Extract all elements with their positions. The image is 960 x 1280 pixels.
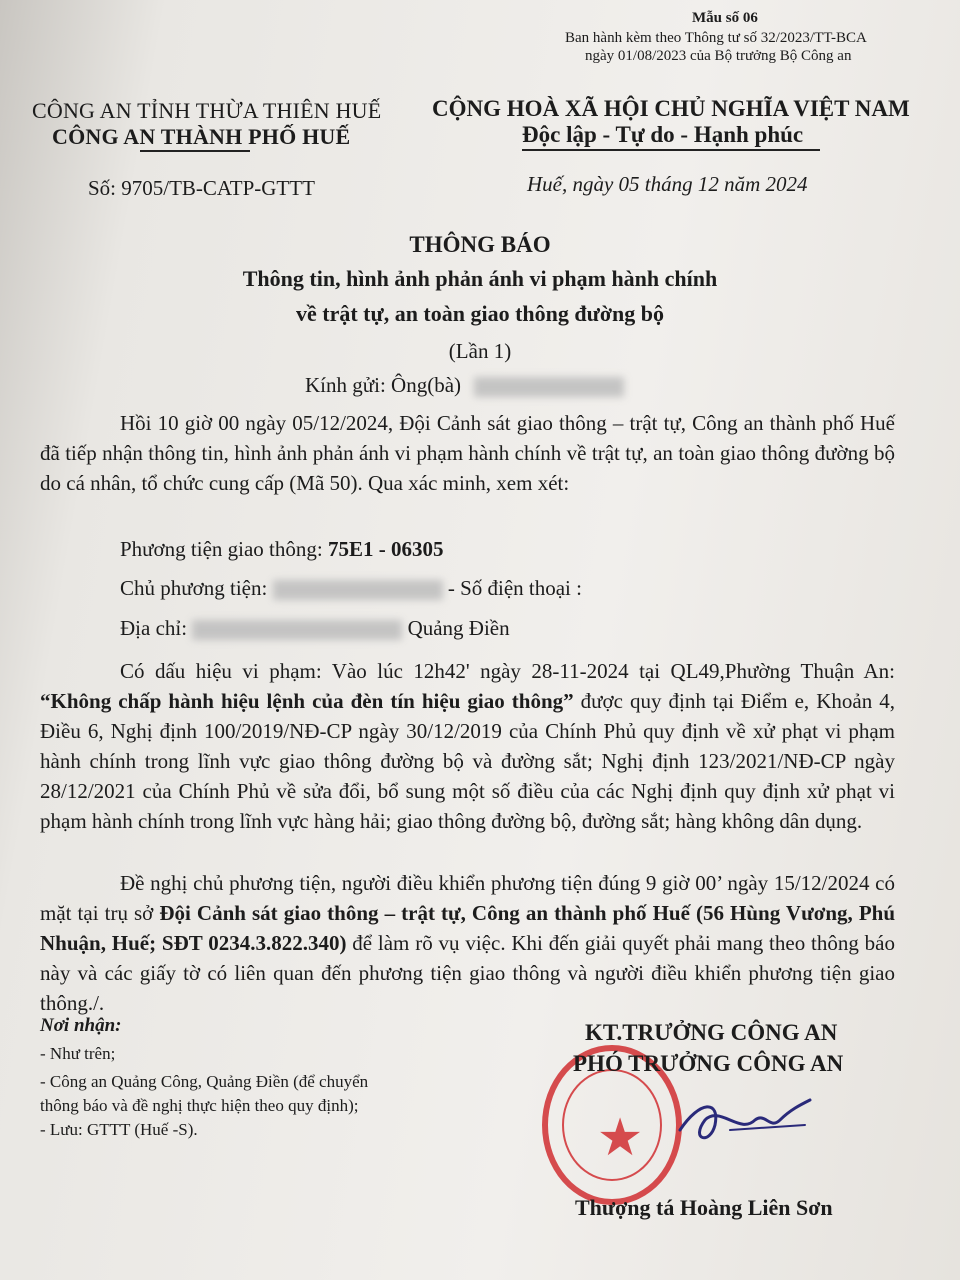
form-note-line2: ngày 01/08/2023 của Bộ trưởng Bộ Công an: [585, 48, 852, 64]
violation-act: “Không chấp hành hiệu lệnh của đèn tín hiệu giao thông”: [40, 689, 574, 713]
document-title: THÔNG BÁO: [409, 232, 551, 257]
recipient-line: [305, 373, 624, 398]
owner-line: [120, 576, 582, 601]
recipients-item-1: - Như trên;: [40, 1044, 116, 1063]
recipients-item-2b: thông báo và đề nghị thực hiện theo quy định);: [40, 1096, 359, 1115]
document-subtitle-1: Thông tin, hình ảnh phản ánh vi phạm hành chính: [242, 266, 718, 291]
country-name: CỘNG HOÀ XÃ HỘI CHỦ NGHĨA VIỆT NAM: [432, 96, 910, 121]
request-place: Đội Cảnh sát giao thông – trật tự, Công an thành phố Huế (56 Hùng Vương, Phú Nhuận, Huế; SĐT 0234.3.822.340): [40, 901, 896, 955]
agency-parent: CÔNG AN TỈNH THỪA THIÊN HUẾ: [32, 98, 382, 123]
agency-name: CÔNG AN THÀNH PHỐ HUẾ: [52, 124, 351, 149]
address-district: Quảng Điền: [402, 616, 510, 640]
request-suffix: để làm rõ vụ việc. Khi đến giải quyết phải mang theo thông báo này và các giấy tờ có liên quan đến phương tiện giao thông và người điều khiển phương tiện giao thông./.: [40, 931, 895, 1015]
owner-label: Chủ phương tiện:: [120, 576, 273, 600]
vehicle-label: Phương tiện giao thông:: [120, 537, 328, 561]
recipients-title: Nơi nhận:: [40, 1015, 122, 1036]
paragraph-request: [40, 868, 895, 1018]
handwritten-signature: [670, 1090, 820, 1160]
redacted-address: [192, 620, 402, 640]
star-icon: ★: [596, 1110, 644, 1167]
redacted-owner: [273, 580, 443, 600]
violation-prefix: Có dấu hiệu vi phạm: Vào lúc 12h42' ngày 28-11-2024 tại QL49,Phường Thuận An:: [120, 659, 895, 683]
violation-legal-basis: được quy định tại Điểm e, Khoản 4, Điều 6, Nghị định 100/2019/NĐ-CP ngày 30/12/2019 của Chính Phủ quy định về xử phạt vi phạm hành chính trong lĩnh vực giao thông đường bộ và đường sắt; Nghị định 123/2021/NĐ-CP ngày 28/12/2021 của Chính Phủ về sửa đổi, bổ sung một số điều của các Nghị định quy định xử phạt vi phạm hành chính trong lĩnh vực hàng hải; giao thông đường bộ, đường sắt; hàng không dân dụng.: [40, 689, 895, 833]
recipients-item-2a: - Công an Quảng Công, Quảng Điền (để chuyển: [40, 1072, 369, 1091]
vehicle-line: [120, 537, 443, 562]
recipient-label: Kính gửi: Ông(bà): [305, 373, 462, 397]
agency-underline: [140, 150, 250, 152]
document-subtitle-2: về trật tự, an toàn giao thông đường bộ: [295, 301, 664, 326]
phone-label: - Số điện thoại :: [442, 576, 582, 600]
form-number: Mẫu số 06: [692, 10, 758, 26]
address-label: Địa chỉ:: [120, 616, 193, 640]
place-date: Huế, ngày 05 tháng 12 năm 2024: [527, 172, 808, 196]
recipients-item-3: - Lưu: GTTT (Huế -S).: [40, 1120, 198, 1139]
request-prefix: Đề nghị chủ phương tiện, người điều khiển phương tiện đúng 9 giờ 00’ ngày 15/12/2024 có mặt tại trụ sở: [40, 871, 895, 925]
paragraph-violation: [40, 656, 895, 836]
document-number: Số: 9705/TB-CATP-GTTT: [88, 176, 315, 200]
signature-line-1: KT.TRƯỞNG CÔNG AN: [585, 1020, 838, 1045]
signature-line-2: PHÓ TRƯỞNG CÔNG AN: [573, 1051, 844, 1076]
vehicle-plate: 75E1 - 06305: [327, 537, 444, 561]
signer-name: Thượng tá Hoàng Liên Sơn: [575, 1195, 833, 1220]
redacted-recipient: [474, 377, 624, 397]
motto-underline: [522, 149, 820, 151]
form-note-line1: Ban hành kèm theo Thông tư số 32/2023/TT-BCA: [565, 30, 867, 46]
address-line: [120, 616, 510, 641]
attempt-number: (Lần 1): [448, 339, 512, 363]
motto: Độc lập - Tự do - Hạnh phúc: [522, 122, 804, 147]
paragraph-received: Hồi 10 giờ 00 ngày 05/12/2024, Đội Cảnh sát giao thông – trật tự, Công an thành phố Huế đã tiếp nhận thông tin, hình ảnh phản ánh vi phạm hành chính về trật tự, an toàn giao thông đường bộ do cá nhân, tổ chức cung cấp (Mã 50). Qua xác minh, xem xét:: [40, 411, 895, 495]
